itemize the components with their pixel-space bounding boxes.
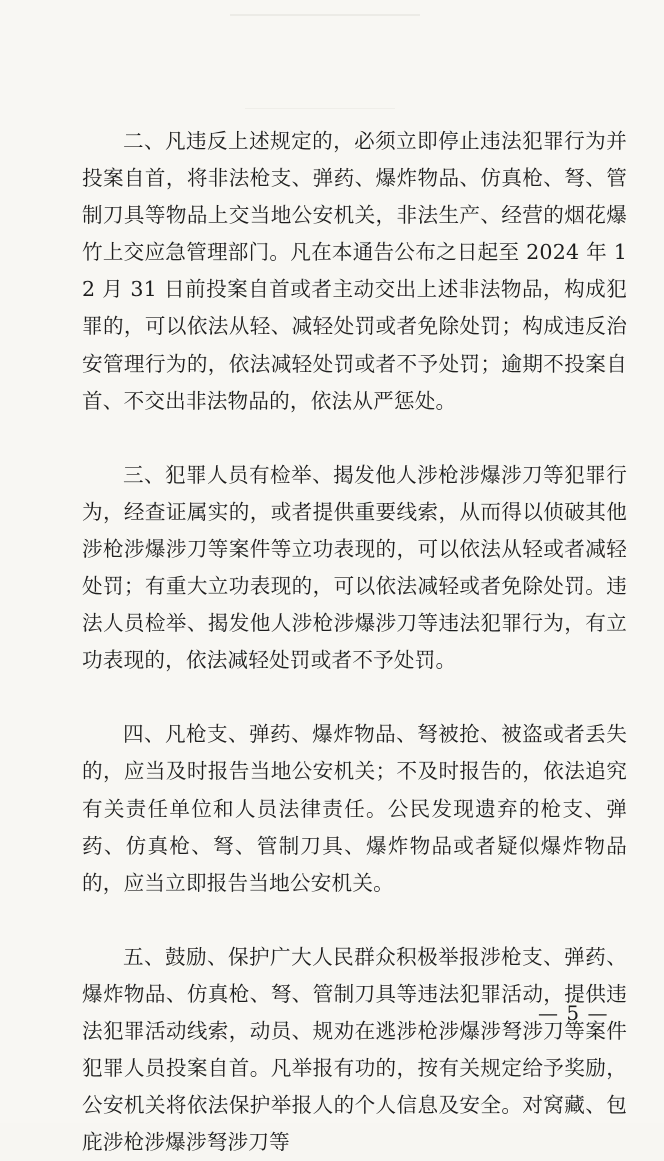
paragraph-article-3: 三、犯罪人员有检举、揭发他人涉枪涉爆涉刀等犯罪行为，经查证属实的，或者提供重要线索，从而得以侦破其他涉枪涉爆涉刀等案件等立功表现的，可以依法从轻或者减轻处罚；有重大立功表现的，可以依法减轻或者免除处罚。违法人员检举、揭发他人涉枪涉爆涉刀等违法犯罪行为，有立功表现的，依法减轻处罚或者不予处罚。 bbox=[82, 462, 627, 673]
paragraph-article-2: 二、凡违反上述规定的，必须立即停止违法犯罪行为并投案自首，将非法枪支、弹药、爆炸物品、仿真枪、弩、管制刀具等物品上交当地公安机关，非法生产、经营的烟花爆竹上交应急管理部门。凡在本通告公布之日起至 2024 年 12 月 31 日前投案自首或者主动交出上述非法物品，构成犯罪的，可以依法从轻、减轻处罚或者免除处罚；构成违反治安管理行为的，依法减轻处罚或者不予处罚；逾期不投案自首、不交出非法物品的，依法从严惩处。 bbox=[82, 129, 627, 413]
page-number: — 5 — bbox=[538, 1001, 609, 1025]
paragraph-article-4: 四、凡枪支、弹药、爆炸物品、弩被抢、被盗或者丢失的，应当及时报告当地公安机关；不及时报告的，依法追究有关责任单位和人员法律责任。公民发现遗弃的枪支、弹药、仿真枪、弩、管制刀具、爆炸物品或者疑似爆炸物品的，应当立即报告当地公安机关。 bbox=[82, 722, 627, 895]
bleed-through-mark bbox=[245, 108, 395, 109]
bleed-through-mark bbox=[230, 14, 420, 16]
paragraph-article-5: 五、鼓励、保护广大人民群众积极举报涉枪支、弹药、爆炸物品、仿真枪、弩、管制刀具等违法犯罪活动，提供违法犯罪活动线索，动员、规劝在逃涉枪涉爆涉弩涉刀等案件犯罪人员投案自首。凡举报有功的，按有关规定给予奖励，公安机关将依法保护举报人的个人信息及安全。对窝藏、包庇涉枪涉爆涉弩涉刀等 bbox=[82, 944, 627, 1155]
